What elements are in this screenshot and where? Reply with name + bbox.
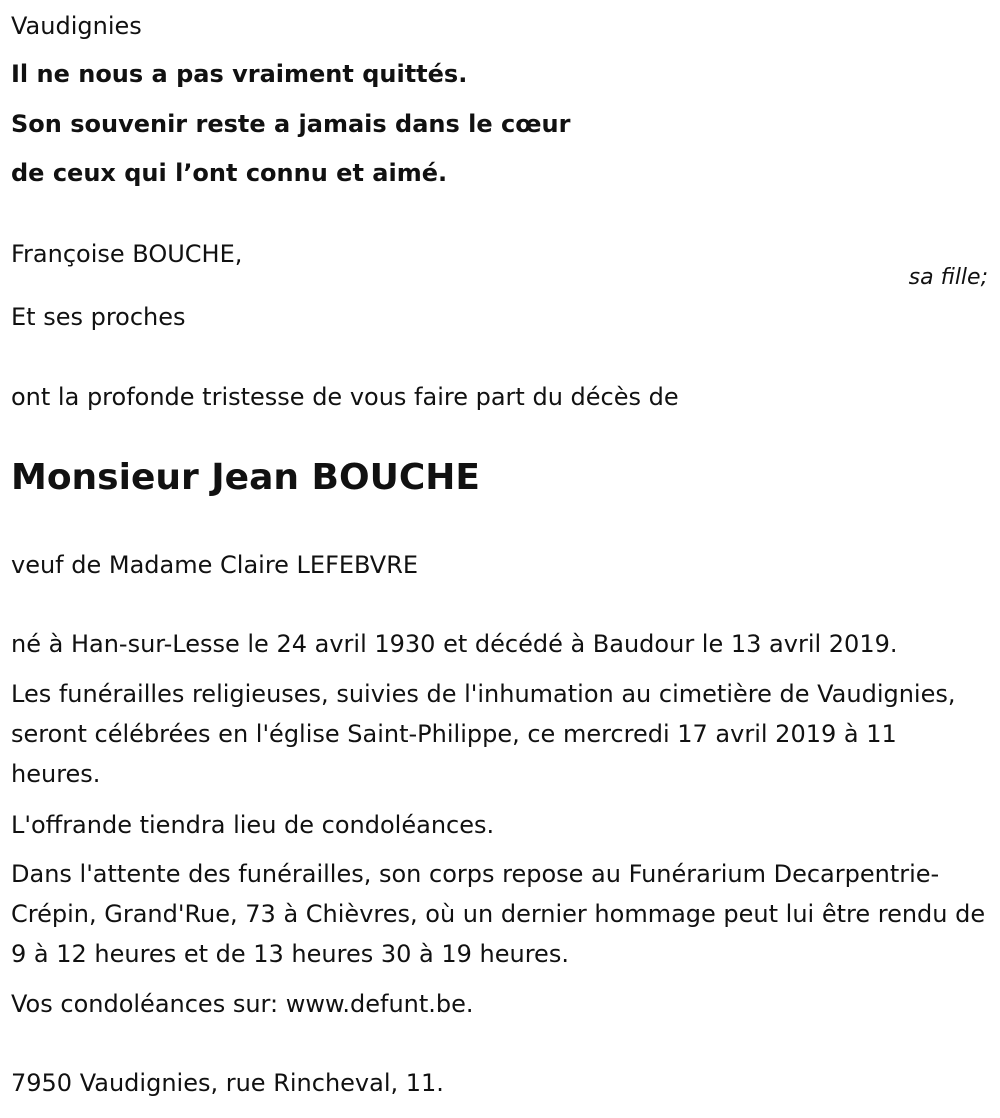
address-text: 7950 Vaudignies, rue Rincheval, 11. [11,1069,444,1097]
viewing-details: Dans l'attente des funérailles, son corps repose au Funérarium Decarpentrie-Crépin, Grand'Rue, 73 à Chièvres, où un dernier hommage peut lui être rendu de 9 à 12 heures et de 13 heures 30 à 19 heures. [11,860,986,968]
family-member-relation: sa fille; [908,265,988,290]
place-header: Vaudignies [11,12,142,40]
announcement-text: ont la profonde tristesse de vous faire part du décès de [11,383,679,411]
quote-line-3: de ceux qui l’ont connu et aimé. [11,159,448,187]
funeral-details: Les funérailles religieuses, suivies de l'inhumation au cimetière de Vaudignies, seront célébrées en l'église Saint-Philippe, ce mercredi 17 avril 2019 à 11 heures. [11,680,956,788]
deceased-name: Monsieur Jean BOUCHE [11,457,480,498]
spouse-text: veuf de Madame Claire LEFEBVRE [11,551,419,579]
offering-text: L'offrande tiendra lieu de condoléances. [11,811,495,839]
quote-line-1: Il ne nous a pas vraiment quittés. [11,60,468,88]
family-member-name: Françoise BOUCHE, [11,240,243,268]
family-others: Et ses proches [11,303,186,331]
birth-death-text: né à Han-sur-Lesse le 24 avril 1930 et décédé à Baudour le 13 avril 2019. [11,630,898,658]
condolences-text: Vos condoléances sur: www.defunt.be. [11,990,474,1018]
quote-line-2: Son souvenir reste a jamais dans le cœur [11,110,571,138]
